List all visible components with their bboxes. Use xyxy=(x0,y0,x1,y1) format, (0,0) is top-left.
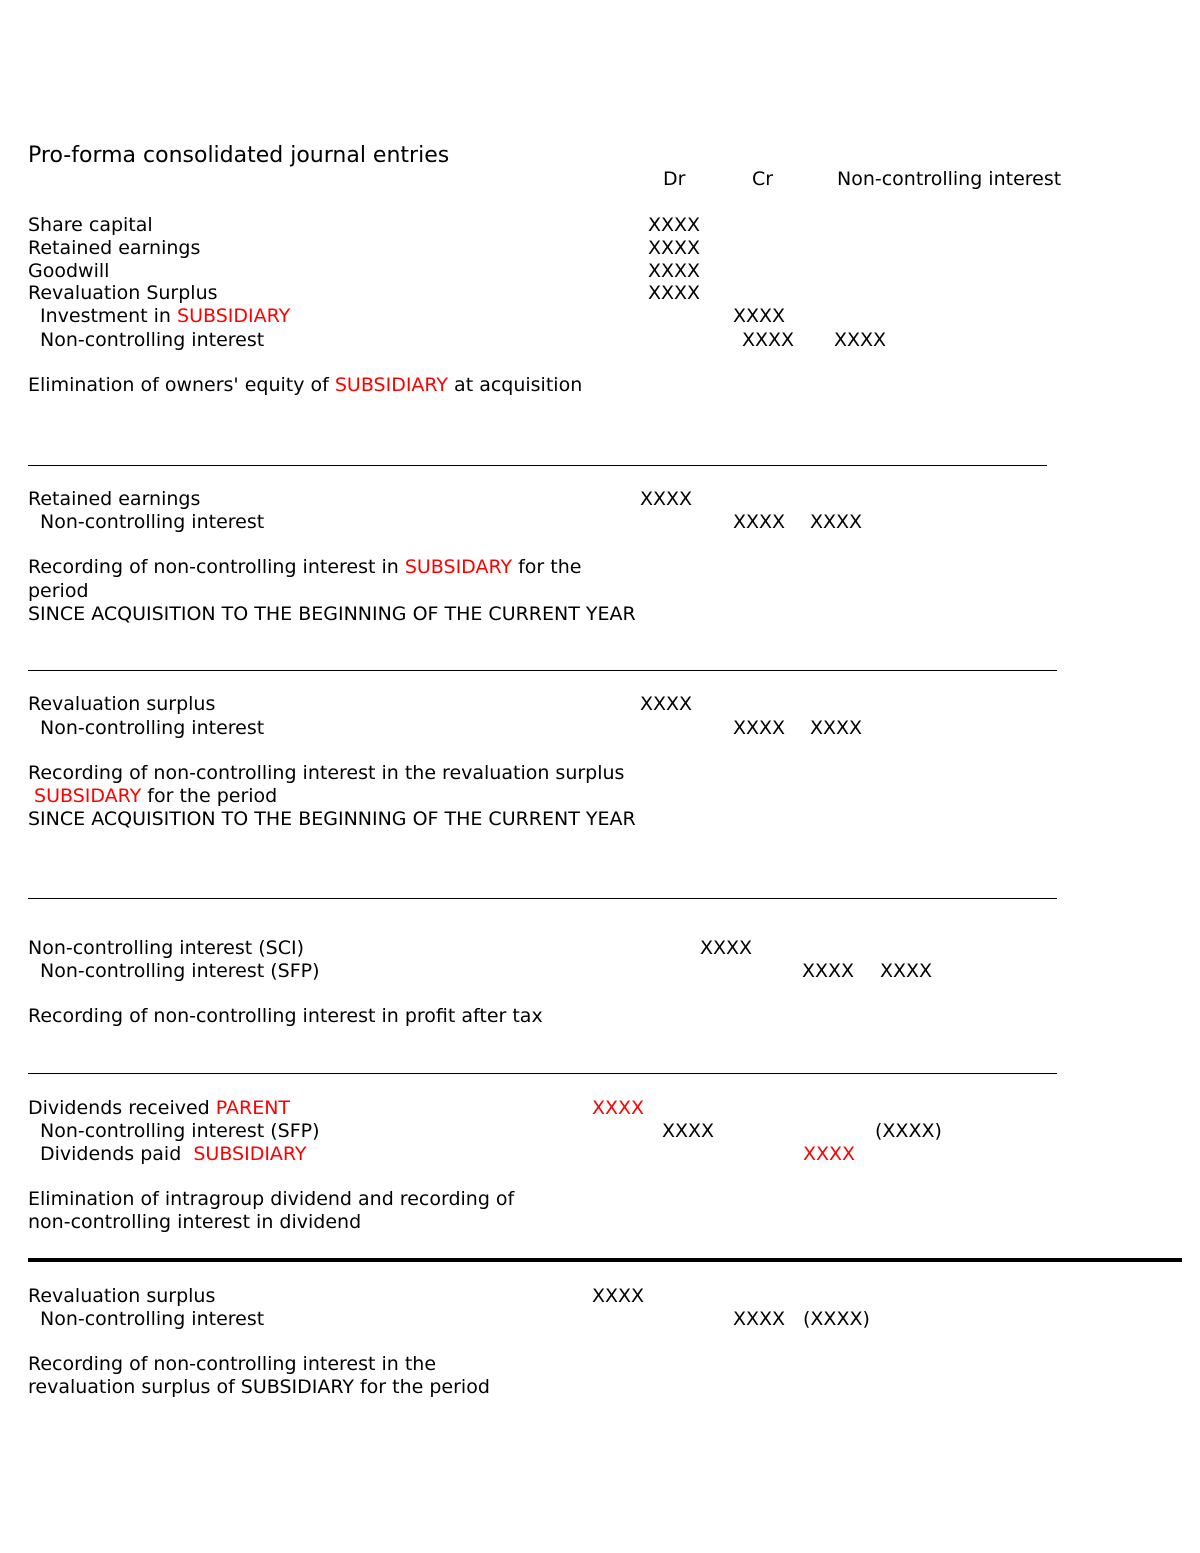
entry-narration-line-2: revaluation surplus of SUBSIDIARY for the period xyxy=(28,1376,490,1398)
dr-amount: XXXX xyxy=(592,1097,645,1119)
entry-narration-line-2: SUBSIDARY for the period xyxy=(34,785,278,807)
parent-highlight: PARENT xyxy=(215,1097,291,1119)
dr-amount: XXXX xyxy=(648,237,701,259)
account-nci: Non-controlling interest xyxy=(40,511,265,533)
dr-amount: XXXX xyxy=(648,282,701,304)
subsidiary-highlight: SUBSIDIARY xyxy=(177,305,291,327)
cr-amount: XXXX xyxy=(742,329,795,351)
entry-narration: Recording of non-controlling interest in SUBSIDARY for the xyxy=(28,556,582,578)
account-nci: Non-controlling interest xyxy=(40,329,265,351)
entry-narration: Elimination of intragroup dividend and recording of xyxy=(28,1188,515,1210)
account-dividends-paid: Dividends paid SUBSIDIARY xyxy=(40,1143,307,1165)
dr-header: Dr xyxy=(663,168,686,190)
cr-amount: XXXX xyxy=(733,305,786,327)
dr-amount: XXXX xyxy=(640,693,693,715)
subsidiary-highlight: SUBSIDARY xyxy=(404,556,513,578)
divider xyxy=(28,670,1057,671)
account-revaluation-surplus: Revaluation surplus xyxy=(28,693,216,715)
subsidiary-highlight: SUBSIDIARY xyxy=(193,1143,307,1165)
account-revaluation-surplus: Revaluation surplus xyxy=(28,1285,216,1307)
entry-narration-line-3: SINCE ACQUISITION TO THE BEGINNING OF THE CURRENT YEAR xyxy=(28,808,636,830)
account-retained-earnings: Retained earnings xyxy=(28,488,201,510)
subsidiary-highlight: SUBSIDARY xyxy=(34,785,142,807)
entry-narration: Recording of non-controlling interest in profit after tax xyxy=(28,1005,543,1027)
divider xyxy=(28,1073,1057,1074)
account-nci-sci: Non-controlling interest (SCI) xyxy=(28,937,304,959)
subsidiary-highlight: SUBSIDIARY xyxy=(334,374,449,396)
account-revaluation-surplus: Revaluation Surplus xyxy=(28,282,218,304)
dr-amount: XXXX xyxy=(592,1285,645,1307)
entry-narration: Elimination of owners' equity of SUBSIDIARY at acquisition xyxy=(28,374,583,396)
cr-header: Cr xyxy=(752,168,774,190)
entry-narration-line-3: SINCE ACQUISITION TO THE BEGINNING OF THE CURRENT YEAR xyxy=(28,603,636,625)
cr-amount: XXXX xyxy=(802,960,855,982)
dr-amount: XXXX xyxy=(648,260,701,282)
dr-amount: XXXX xyxy=(640,488,693,510)
cr-amount: XXXX xyxy=(733,511,786,533)
dr-amount: XXXX xyxy=(700,937,753,959)
entry-narration: Recording of non-controlling interest in the revaluation surplus xyxy=(28,762,625,784)
cr-amount: XXXX xyxy=(733,1308,786,1330)
divider-thick xyxy=(28,1258,1182,1262)
nci-amount: XXXX xyxy=(880,960,933,982)
cr-amount: XXXX xyxy=(803,1143,856,1165)
nci-header: Non-controlling interest xyxy=(837,168,1062,190)
nci-amount: XXXX xyxy=(834,329,887,351)
cr-amount: XXXX xyxy=(733,717,786,739)
entry-narration-line-2: non-controlling interest in dividend xyxy=(28,1211,362,1233)
divider xyxy=(28,898,1057,899)
nci-amount: (XXXX) xyxy=(875,1120,942,1142)
entry-narration: Recording of non-controlling interest in the xyxy=(28,1353,437,1375)
dr-amount: XXXX xyxy=(662,1120,715,1142)
account-nci-sfp: Non-controlling interest (SFP) xyxy=(40,960,320,982)
account-retained-earnings: Retained earnings xyxy=(28,237,201,259)
nci-amount: (XXXX) xyxy=(803,1308,870,1330)
dr-amount: XXXX xyxy=(648,214,701,236)
account-investment-in-subsidiary: Investment in SUBSIDIARY xyxy=(40,305,291,327)
account-nci-sfp: Non-controlling interest (SFP) xyxy=(40,1120,320,1142)
nci-amount: XXXX xyxy=(810,717,863,739)
page-title: Pro-forma consolidated journal entries xyxy=(28,143,450,168)
entry-narration-line-2: period xyxy=(28,580,89,602)
divider xyxy=(28,465,1047,466)
account-goodwill: Goodwill xyxy=(28,260,110,282)
account-dividends-received: Dividends received PARENT xyxy=(28,1097,291,1119)
account-nci: Non-controlling interest xyxy=(40,717,265,739)
account-nci: Non-controlling interest xyxy=(40,1308,265,1330)
nci-amount: XXXX xyxy=(810,511,863,533)
account-share-capital: Share capital xyxy=(28,214,153,236)
